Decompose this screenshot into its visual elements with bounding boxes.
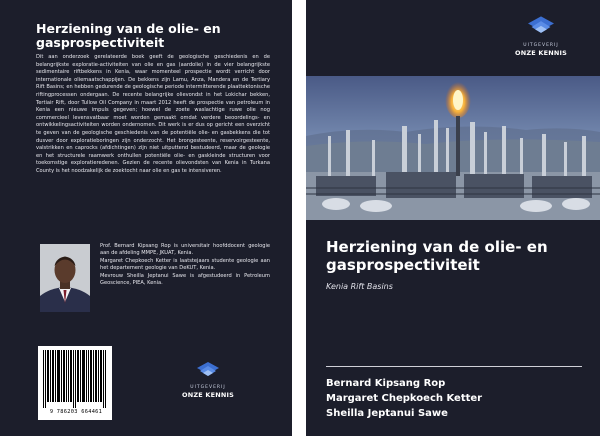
- barcode-number: 9 786203 664461: [49, 409, 103, 415]
- publisher-logo-front: [506, 16, 576, 57]
- back-title: Herziening van de olie- en gasprospectiviteit: [36, 21, 221, 50]
- front-title: Herziening van de olie- en gasprospectiviteit: [326, 238, 548, 274]
- front-cover: [306, 0, 600, 436]
- front-subtitle: Kenia Rift Basins: [326, 282, 393, 291]
- back-blurb: Dit aan onderzoek gerelateerde boek geeft de geologische geschiedenis en de belangrijkste exploratie-activiteiten van olie en gas (aardolie) in de vier belangrijkste sedimentaire riftbekkens in Kenia, waar momenteel prospectie wordt verricht door internationale oliemaatschappijen. De bekkens zijn Lamu, Anza, Mandera en de Tertiary Rift Basins; en hebben gedurende de geologische periode intermitterende plaattektonische riftingprocessen ondergaan. De recente belangrijke olievondst in het Lokichar bekken, Tertiair Rift, door Tullow Oil Company in maart 2012 heeft de prospectie van petroleum in Kenia een nieuwe impuls gegeven; hoewel de zoete waslachtige ruwe olie nog commercieel levensvatbaar moet worden gemaakt omdat verdere beoordelings- en ontwikkelingsactiviteiten worden ondernomen. Dit werk is er dus op gericht een overzicht te geven van de geologische geschiedenis van de potentiële olie- en gasbekkens die tot dusver door exploratieboringen zijn onderzocht. Het brongesteente, reservoirgesteente, valstrikken en caprocks (afdichtingen) zijn niet uitputtend bestudeerd, maar de geologie en het structurele raamwerk onthullen potentiële olie- en gaskleinde structuren voor toekomstige exploratieredenen. Gezien de recente olievondsten van Kenia in Turkana County is het noodzakelijk de zoektocht naar olie en gas te intensiveren.: [36, 54, 270, 174]
- bio-sawe: Mevrouw Sheilla Jeptanui Sawe is afgestudeerd in Petroleum Geoscience, PIEA, Kenia.: [100, 272, 270, 287]
- back-cover: [0, 0, 292, 436]
- publisher-name: ONZE KENNIS: [514, 49, 568, 57]
- publisher-tagline: UITGEVERIJ: [523, 43, 559, 48]
- publisher-emblem-icon: [528, 16, 554, 38]
- publisher-emblem-icon: [197, 362, 219, 380]
- author-photo: [40, 244, 90, 312]
- publisher-logo-back: [168, 362, 248, 399]
- publisher-name: ONZE KENNIS: [181, 391, 235, 399]
- refinery-photo: [306, 76, 600, 220]
- divider: [326, 366, 582, 367]
- author-list: [326, 376, 482, 421]
- author-name: Margaret Chepkoech Ketter: [326, 393, 483, 404]
- author-bios: [100, 243, 270, 287]
- bio-rop: Prof. Bernard Kipsang Rop is universitair hoofddocent geologie aan de afdeling MMPE, JKUAT, Kenia.: [100, 243, 270, 257]
- author-name: Sheilla Jeptanui Sawe: [326, 408, 448, 419]
- bio-ketter: Margaret Chepkoech Ketter is laatstejaars studente geologie aan het departement geologie van DeKUT, Kenia.: [100, 257, 270, 272]
- publisher-tagline: UITGEVERIJ: [190, 385, 226, 390]
- author-name: Bernard Kipsang Rop: [326, 378, 446, 389]
- spine: [292, 0, 306, 436]
